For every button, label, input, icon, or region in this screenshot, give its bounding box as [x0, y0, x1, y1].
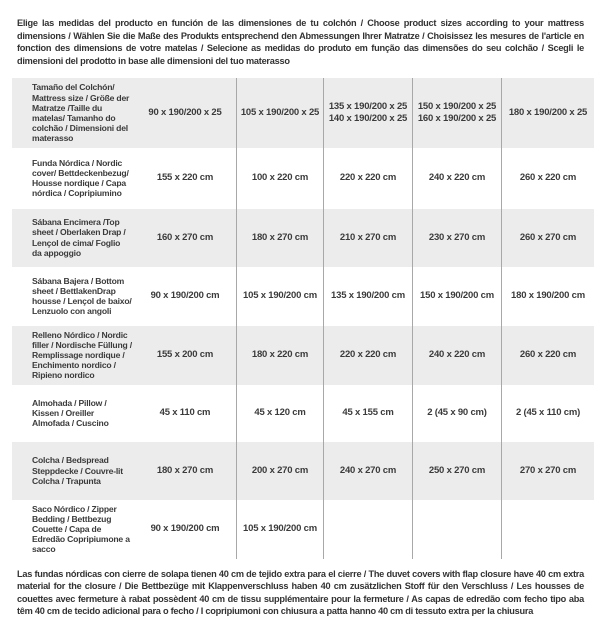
size-line: 90 x 190/200 x 25 — [148, 107, 222, 119]
row-label: Relleno Nórdico / Nordic filler / Nordische Füllung / Remplissage nordique / Enchimento nordico / Ripieno nordico — [32, 329, 132, 381]
size-cell: 260 x 220 cm — [501, 326, 594, 385]
size-cell: 240 x 220 cm — [412, 148, 501, 209]
table-row-bedspread — [12, 442, 594, 500]
table-row-duvet-cover — [12, 148, 594, 209]
size-cell: 150 x 190/200 cm — [412, 267, 501, 326]
size-cell: 90 x 190/200 cm — [150, 290, 220, 302]
size-cell: 105 x 190/200 cm — [236, 500, 323, 559]
table-row-top-sheet — [12, 209, 594, 267]
size-cell: 220 x 220 cm — [323, 326, 412, 385]
size-cell — [236, 78, 323, 147]
size-cell: 210 x 270 cm — [323, 209, 412, 267]
size-cell — [323, 500, 412, 559]
table-row-nordic-filler — [12, 326, 594, 385]
size-cell: 200 x 270 cm — [236, 442, 323, 500]
table-row-mattress-size — [12, 78, 594, 147]
size-line: 105 x 190/200 x 25 — [240, 107, 320, 119]
size-cell: 240 x 270 cm — [323, 442, 412, 500]
size-cell: 100 x 220 cm — [236, 148, 323, 209]
intro-note: Elige las medidas del producto en función de las dimensiones de tu colchón / Choose product sizes according to your mattress dimensions / Wählen Sie die Maße des Produkts entsprechend den Abmessungen Ihrer Matratze / Choisissez les mesures de l'article en fonction des dimensions de votre matelas / Selecione as medidas do produto em função das dimensões do seu colchão / Scegli le dimensioni del prodotto in base alle dimensioni del tuo materasso — [17, 18, 584, 66]
size-table — [12, 78, 594, 558]
size-cell: 155 x 200 cm — [156, 349, 214, 361]
row-label: Sábana Bajera / Bottom sheet / BettlakenDrap housse / Lençol de baixo/ Lenzuolo con angoli — [32, 275, 132, 317]
size-cell: 260 x 220 cm — [501, 148, 594, 209]
size-cell: 220 x 220 cm — [323, 148, 412, 209]
row-label: Sábana Encimera /Top sheet / Oberlaken Drap / Lençol de cima/ Foglio da appoggio — [32, 217, 126, 258]
table-row-zipper-bedding — [12, 500, 594, 559]
size-cell: 45 x 120 cm — [236, 385, 323, 442]
size-cell: 45 x 155 cm — [323, 385, 412, 442]
size-cell: 260 x 270 cm — [501, 209, 594, 267]
size-cell: 2 (45 x 90 cm) — [412, 385, 501, 442]
size-cell — [323, 78, 412, 147]
row-label: Saco Nórdico / Zipper Bedding / Bettbezug Couette / Capa de Edredão Copripiumone a sacco — [32, 503, 130, 555]
size-cell: 180 x 270 cm — [236, 209, 323, 267]
size-cell: 135 x 190/200 cm — [323, 267, 412, 326]
size-cell: 180 x 270 cm — [156, 464, 214, 476]
size-cell: 240 x 220 cm — [412, 326, 501, 385]
size-cell: 155 x 220 cm — [156, 172, 214, 184]
footer-note: Las fundas nórdicas con cierre de solapa tienen 40 cm de tejido extra para el cierre / The duvet covers with flap closure have 40 cm extra material for the closure / Die Bettbezüge mit Klappenverschluss haben 40 cm zusätzlichen Stoff für den Verschluss / Les housses de couettes avec fermeture à rabat possèdent 40 cm de tissu supplémentaire pour la fermeture / As capas de edredão com fecho tipo aba têm 40 cm de tecido adicional para o fecho / I copripiumoni con chiusura a patta hanno 40 cm di tessuto extra per la chiusura — [17, 568, 584, 617]
row-label: Funda Nórdica / Nordic cover/ Bettdeckenbezug/ Housse nordique / Capa nórdica / Copripiumino — [32, 157, 129, 199]
size-cell: 180 x 190/200 cm — [501, 267, 594, 326]
size-cell: 90 x 190/200 cm — [150, 523, 220, 535]
table-row-pillow — [12, 385, 594, 442]
size-line: 150 x 190/200 x 25 — [417, 101, 497, 113]
size-cell — [412, 500, 501, 559]
size-cell — [134, 78, 236, 147]
size-cell: 250 x 270 cm — [412, 442, 501, 500]
size-cell: 230 x 270 cm — [412, 209, 501, 267]
row-label: Tamaño del Colchón/ Mattress size / Größe der Matratze /Taille du matelas/ Tamanho do colchão / Dimensioni del materasso — [32, 82, 130, 144]
size-line: 140 x 190/200 x 25 — [328, 112, 408, 124]
size-line: 160 x 190/200 x 25 — [417, 112, 497, 124]
size-cell: 105 x 190/200 cm — [236, 267, 323, 326]
size-cell: 45 x 110 cm — [159, 407, 211, 419]
size-cell — [501, 78, 594, 147]
size-cell — [501, 500, 594, 559]
row-label: Colcha / Bedspread Steppdecke / Couvre-lit Colcha / Trapunta — [32, 455, 123, 486]
size-cell: 2 (45 x 110 cm) — [501, 385, 594, 442]
size-cell: 160 x 270 cm — [156, 231, 214, 243]
size-cell: 180 x 220 cm — [236, 326, 323, 385]
size-line: 135 x 190/200 x 25 — [328, 101, 408, 113]
table-row-bottom-sheet — [12, 267, 594, 326]
row-label: Almohada / Pillow / Kissen / Oreiller Almofada / Cuscino — [32, 397, 109, 429]
size-cell: 270 x 270 cm — [501, 442, 594, 500]
size-line: 180 x 190/200 x 25 — [508, 107, 588, 119]
size-cell — [412, 78, 501, 147]
